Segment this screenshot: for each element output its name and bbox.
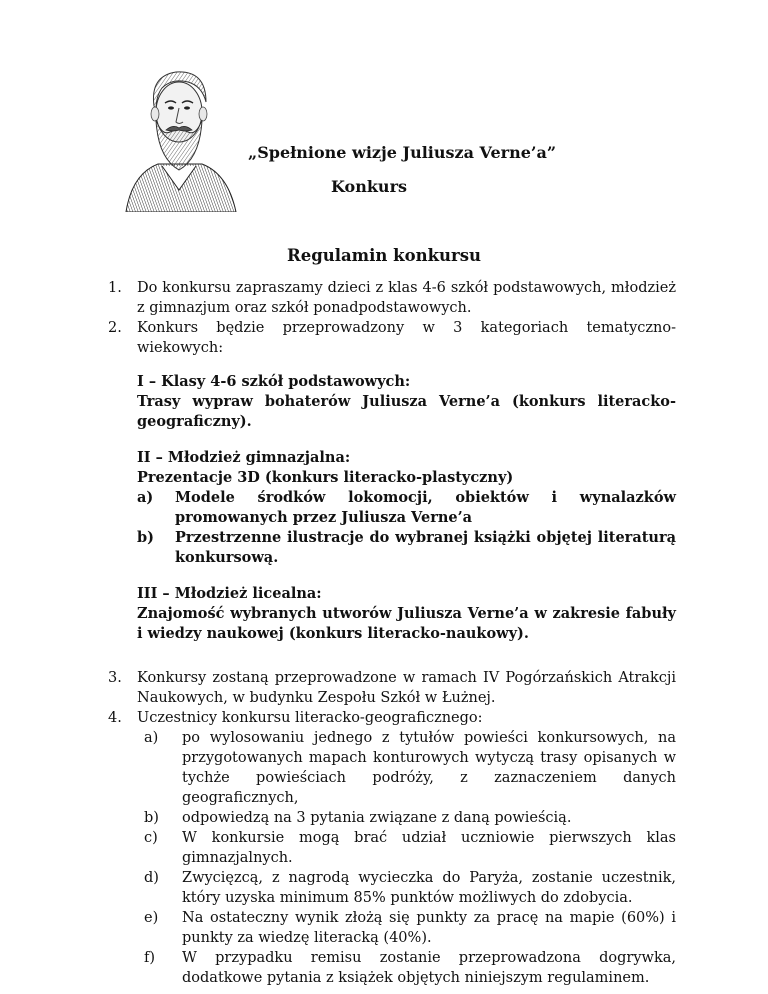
- point-text: Do konkursu zapraszamy dzieci z klas 4-6 szkół podstawowych, młodzież z gimnazjum oraz szkół ponadpodstawowych.: [137, 280, 676, 316]
- regulations-body: [108, 278, 676, 988]
- category-heading: I – Klasy 4-6 szkół podstawowych:: [137, 373, 411, 390]
- point-number: 1.: [108, 280, 122, 296]
- category-3: [137, 584, 676, 644]
- category-heading: II – Młodzież gimnazjalna:: [137, 449, 351, 466]
- rules-list: [144, 728, 676, 988]
- item-letter: e): [144, 910, 159, 926]
- point-3: [108, 668, 676, 708]
- category-topic: Znajomość wybranych utworów Juliusza Verne’a w zakresie fabuły i wiedzy naukowej (konkurs literacko-naukowy).: [137, 605, 676, 642]
- item-letter: c): [144, 830, 158, 846]
- point-1: [108, 278, 676, 318]
- item-letter: a): [137, 489, 154, 506]
- doc-title: „Spełnione wizje Juliusza Verne’a”: [248, 143, 557, 162]
- rule-item: [144, 868, 676, 908]
- rule-item: [144, 948, 676, 988]
- item-letter: d): [144, 870, 159, 886]
- point-number: 4.: [108, 710, 122, 726]
- category-2-item-a: [137, 488, 676, 528]
- point-text: Konkurs będzie przeprowadzony w 3 kategoriach tematyczno-wiekowych:: [137, 320, 676, 356]
- item-text: odpowiedzą na 3 pytania związane z daną powieścią.: [182, 810, 572, 826]
- category-heading: III – Młodzież licealna:: [137, 585, 322, 602]
- category-1: [137, 372, 676, 432]
- rule-item: [144, 908, 676, 948]
- item-text: Przestrzenne ilustracje do wybranej książki objętej literaturą konkursową.: [175, 529, 676, 566]
- item-letter: b): [137, 529, 154, 546]
- point-number: 2.: [108, 320, 122, 336]
- category-2: [137, 448, 676, 568]
- item-text: W przypadku remisu zostanie przeprowadzona dogrywka, dodatkowe pytania z książek objętych niniejszym regulaminem.: [182, 950, 676, 986]
- item-text: W konkursie mogą brać udział uczniowie pierwszych klas gimnazjalnych.: [182, 830, 676, 866]
- rule-item: [144, 808, 676, 828]
- point-text: Uczestnicy konkursu literacko-geograficznego:: [137, 710, 483, 726]
- category-topic: Prezentacje 3D (konkurs literacko-plastyczny): [137, 469, 514, 486]
- item-letter: b): [144, 810, 159, 826]
- category-topic: Trasy wypraw bohaterów Juliusza Verne’a (konkurs literacko-geograficzny).: [137, 393, 676, 430]
- jules-verne-portrait-icon: [118, 62, 240, 212]
- item-text: Na ostateczny wynik złożą się punkty za pracę na mapie (60%) i punkty za wiedzę literacką (40%).: [182, 910, 676, 946]
- rule-item: [144, 728, 676, 808]
- rule-item: [144, 828, 676, 868]
- item-text: Zwycięzcą, z nagrodą wycieczka do Paryża, zostanie uczestnik, który uzyska minimum 85% punktów możliwych do zdobycia.: [182, 870, 676, 906]
- item-letter: a): [144, 730, 159, 746]
- category-2-item-b: [137, 528, 676, 568]
- point-2: [108, 318, 676, 358]
- point-number: 3.: [108, 670, 122, 686]
- doc-subtitle: Konkurs: [330, 177, 407, 196]
- point-4: [108, 708, 676, 728]
- point-text: Konkursy zostaną przeprowadzone w ramach IV Pogórzańskich Atrakcji Naukowych, w budynku Zespołu Szkół w Łużnej.: [137, 670, 676, 706]
- item-text: po wylosowaniu jednego z tytułów powieści konkursowych, na przygotowanych mapach konturowych wytyczą trasy opisanych w tychże powieściach podróży, z zaznaczeniem danych geograficznych,: [182, 730, 676, 806]
- regulations-title: Regulamin konkursu: [286, 246, 481, 265]
- item-letter: f): [144, 950, 156, 966]
- item-text: Modele środków lokomocji, obiektów i wynalazków promowanych przez Juliusza Verne’a: [175, 489, 676, 526]
